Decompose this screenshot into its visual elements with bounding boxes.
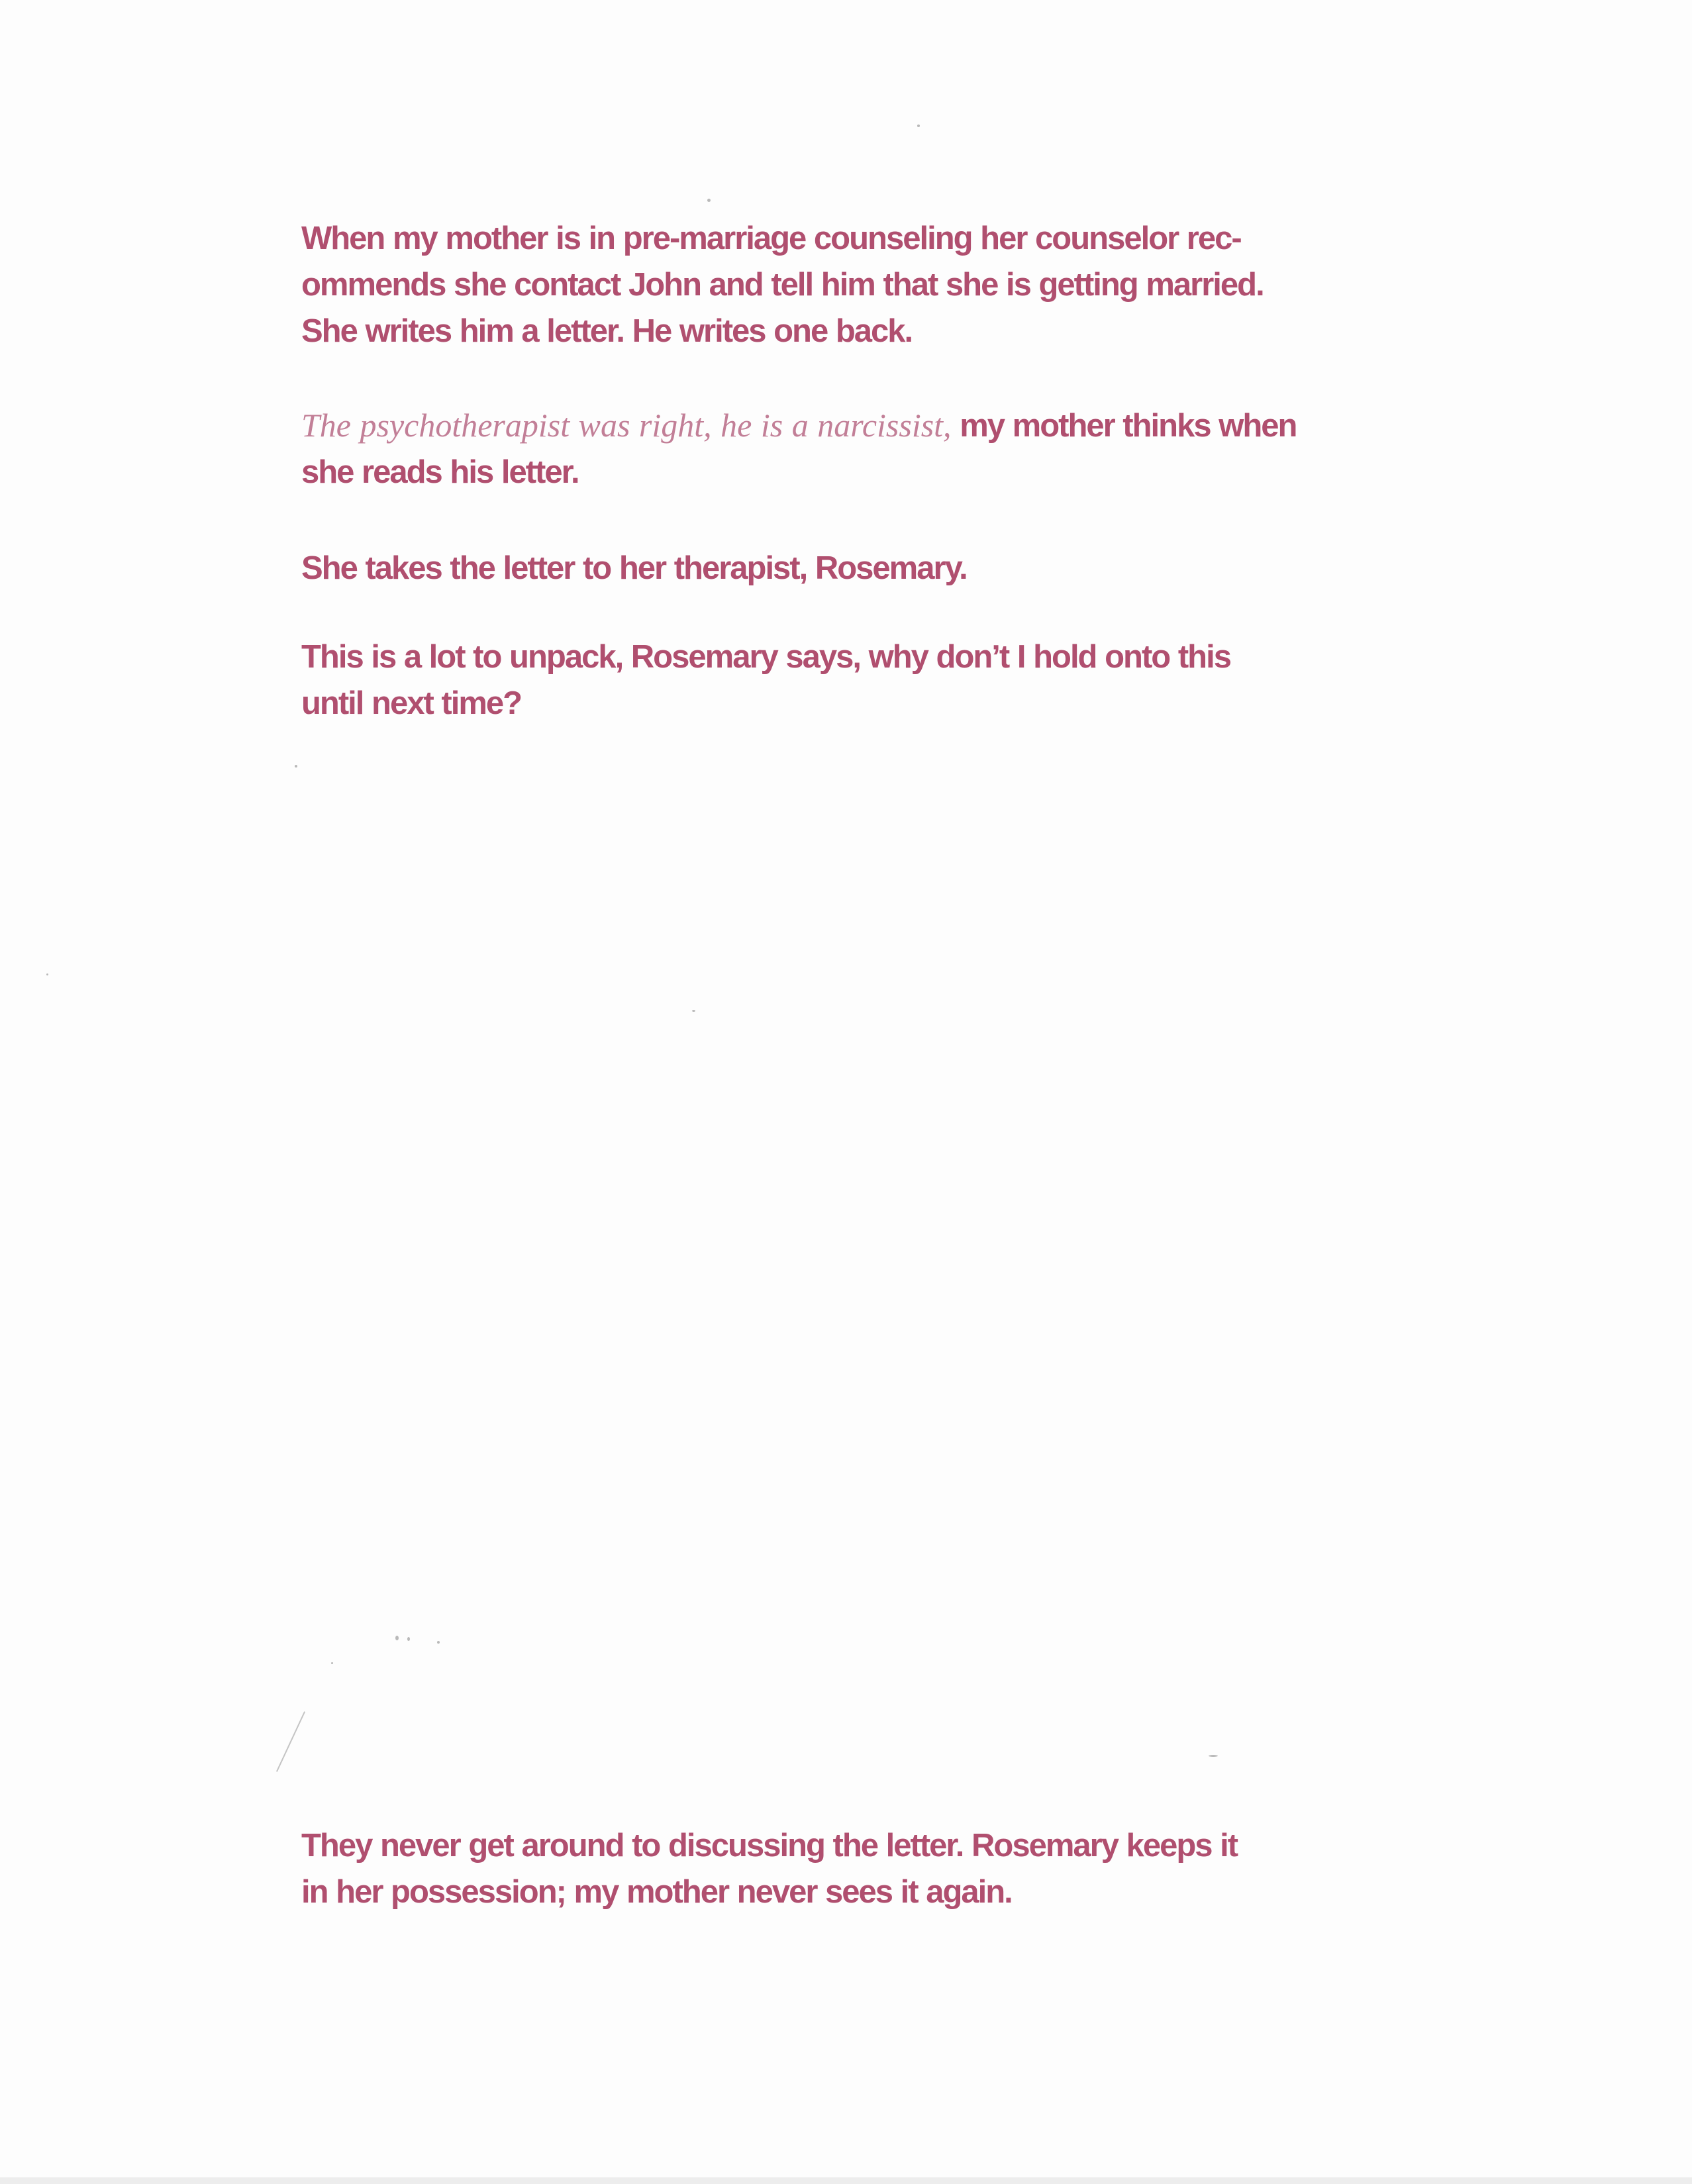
text-run: my mother thinks when bbox=[960, 408, 1297, 444]
paragraph-unpack bbox=[301, 634, 1460, 726]
text-line: she reads his letter. bbox=[301, 454, 579, 490]
text-line: They never get around to discussing the letter. Rosemary keeps it bbox=[301, 1828, 1238, 1863]
scan-speck bbox=[1209, 1755, 1218, 1757]
scan-speck bbox=[707, 199, 711, 202]
scan-speck bbox=[46, 973, 48, 975]
text-line: When my mother is in pre-marriage counseling her counselor rec- bbox=[301, 221, 1241, 256]
scan-speck bbox=[395, 1636, 399, 1640]
paragraph-never-discussed bbox=[301, 1822, 1460, 1915]
scan-speck bbox=[692, 1010, 695, 1012]
text-line: She writes him a letter. He writes one back. bbox=[301, 313, 913, 349]
text-line: in her possession; my mother never sees it again. bbox=[301, 1874, 1012, 1910]
text-line: until next time? bbox=[301, 685, 522, 721]
paragraph-narcissist bbox=[301, 402, 1460, 495]
italic-thought: The psychotherapist was right, he is a narcissist, bbox=[301, 407, 952, 444]
text-line bbox=[301, 402, 1460, 449]
paragraph-counseling bbox=[301, 215, 1460, 354]
scan-scratch bbox=[276, 1711, 305, 1771]
scan-speck bbox=[437, 1641, 440, 1644]
scan-speck bbox=[331, 1662, 333, 1664]
scan-speck bbox=[917, 124, 920, 127]
page-edge bbox=[0, 2177, 1692, 2184]
scan-speck bbox=[295, 765, 297, 768]
text-line: This is a lot to unpack, Rosemary says, why don’t I hold onto this bbox=[301, 639, 1230, 675]
text-line: She takes the letter to her therapist, Rosemary. bbox=[301, 550, 967, 586]
scan-speck bbox=[407, 1637, 410, 1641]
text-line: ommends she contact John and tell him that she is getting married. bbox=[301, 267, 1264, 303]
paragraph-therapist bbox=[301, 545, 1460, 591]
